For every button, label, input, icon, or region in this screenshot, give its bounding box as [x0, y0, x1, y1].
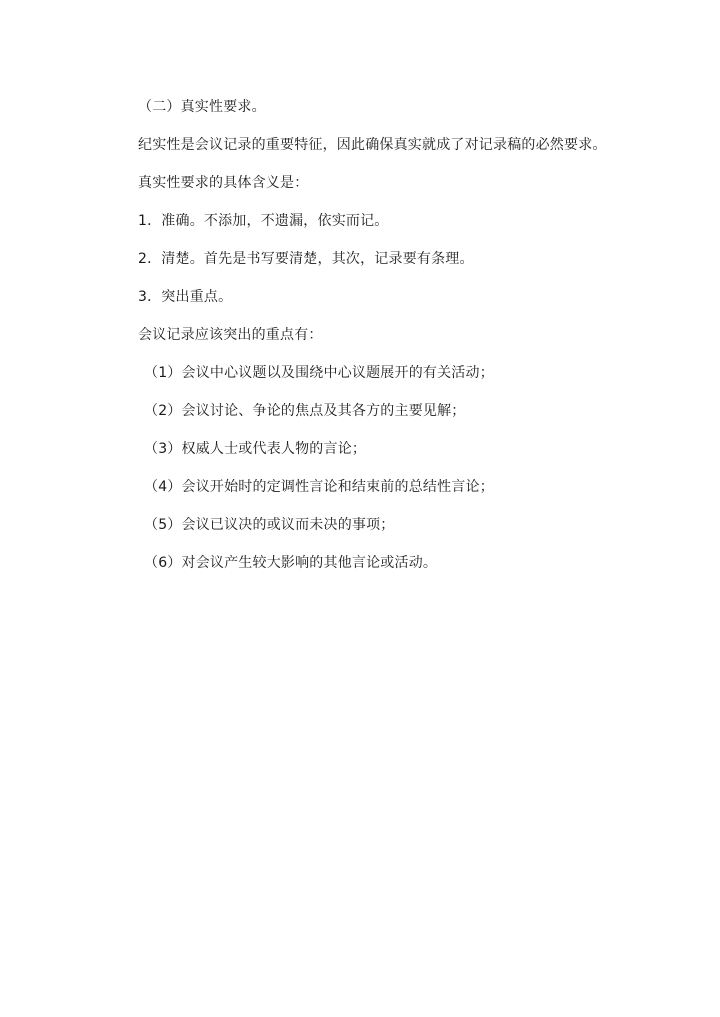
section-heading: （二）真实性要求。	[138, 99, 266, 115]
focus-item: （5）会议已议决的或议而未决的事项；	[144, 517, 395, 533]
document-body	[138, 92, 638, 586]
requirement-item: 2．清楚。首先是书写要清楚，其次，记录要有条理。	[138, 251, 474, 267]
focus-item: （1）会议中心议题以及围绕中心议题展开的有关活动；	[144, 365, 494, 381]
focus-item: （4）会议开始时的定调性言论和结束前的总结性言论；	[144, 479, 494, 495]
requirement-item: 1．准确。不添加，不遗漏，依实而记。	[138, 213, 389, 229]
focus-item: （3）权威人士或代表人物的言论；	[144, 441, 367, 457]
meaning-intro: 真实性要求的具体含义是：	[138, 175, 309, 191]
intro-paragraph: 纪实性是会议记录的重要特征，因此确保真实就成了对记录稿的必然要求。	[138, 137, 607, 153]
focus-item: （6）对会议产生较大影响的其他言论或活动。	[144, 555, 438, 571]
focus-item: （2）会议讨论、争论的焦点及其各方的主要见解；	[144, 403, 466, 419]
requirement-item: 3．突出重点。	[138, 289, 233, 305]
focus-intro: 会议记录应该突出的重点有：	[138, 327, 323, 343]
